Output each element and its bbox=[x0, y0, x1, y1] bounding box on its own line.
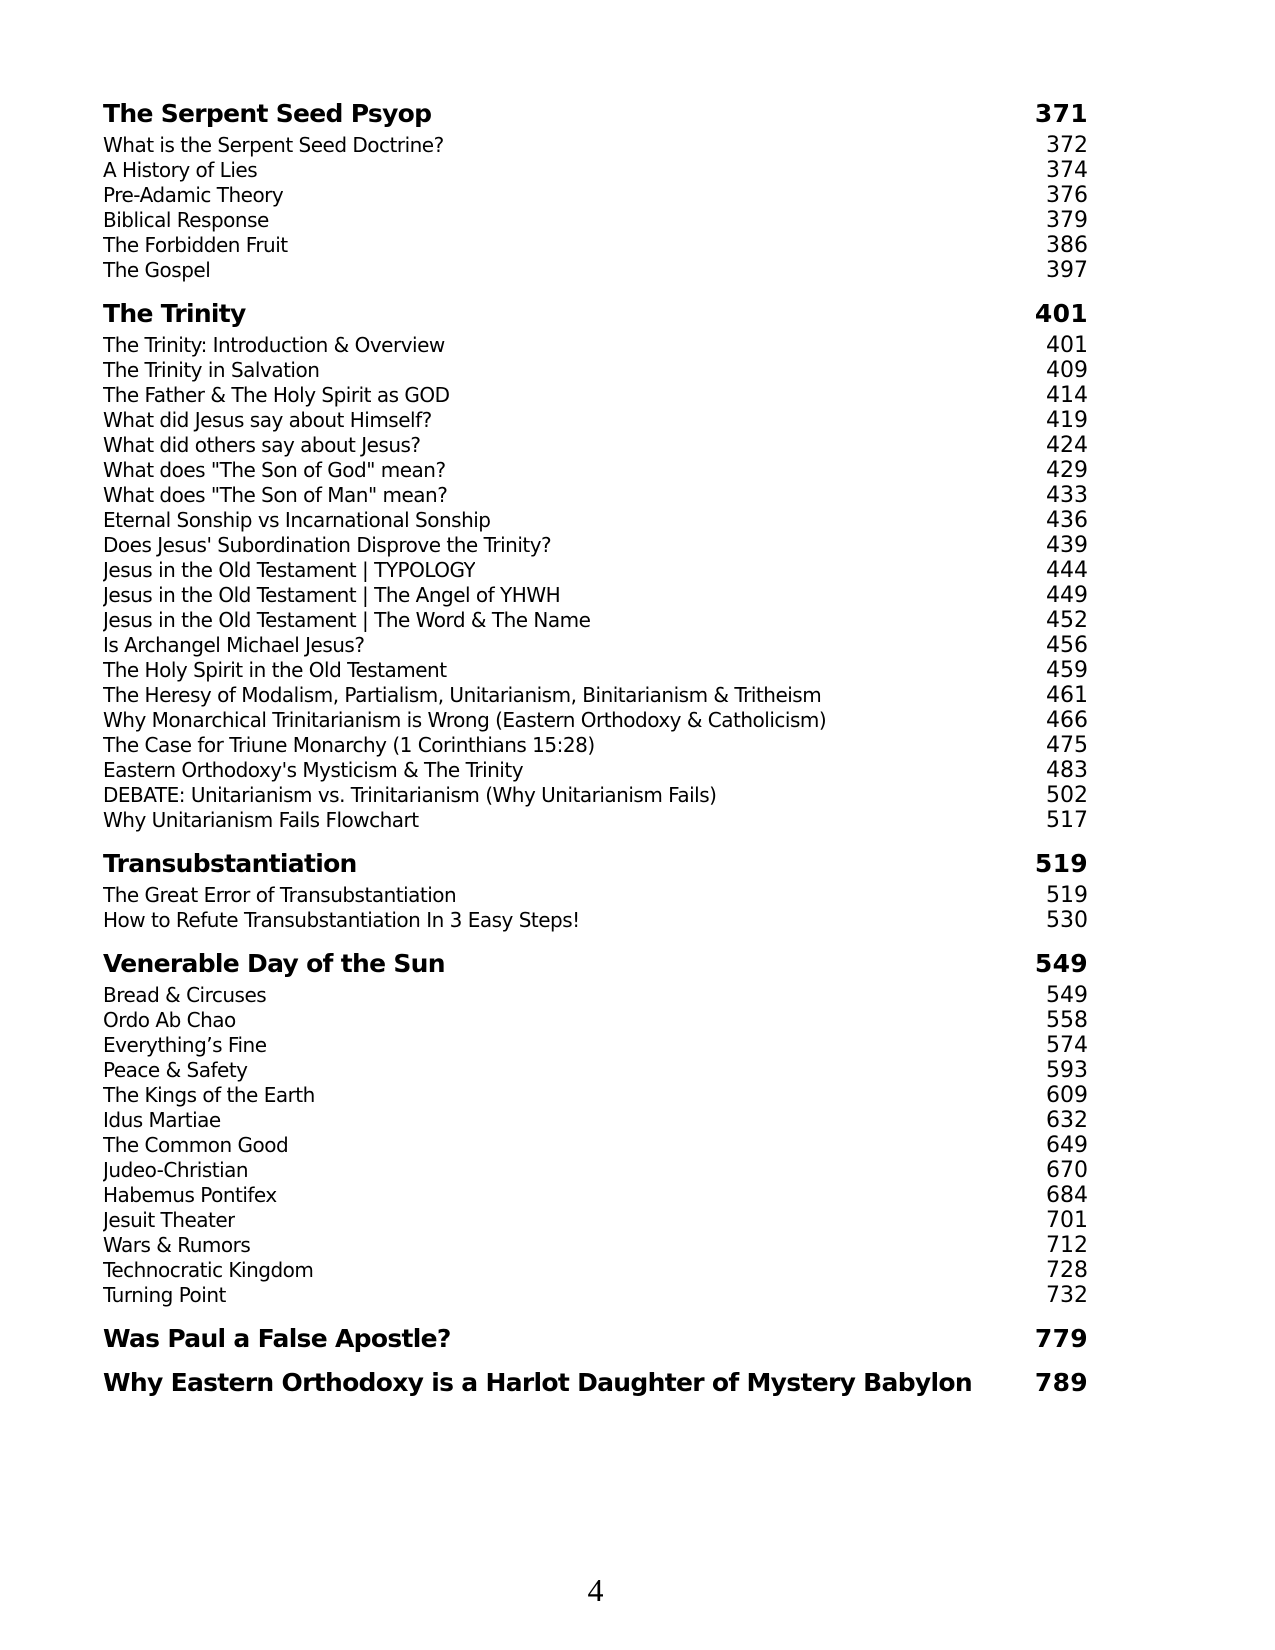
entry-title: Jesuit Theater bbox=[103, 1208, 235, 1232]
entry-page-number: 397 bbox=[1046, 258, 1088, 283]
entry-page-number: 449 bbox=[1046, 583, 1088, 608]
entry-page-number: 452 bbox=[1046, 608, 1088, 633]
entry-title: The Common Good bbox=[103, 1133, 289, 1157]
toc-section-heading bbox=[103, 301, 1088, 327]
toc-section-heading bbox=[103, 1370, 1088, 1396]
entry-title: The Forbidden Fruit bbox=[103, 233, 288, 257]
entry-title: Biblical Response bbox=[103, 208, 269, 232]
entry-title: Eternal Sonship vs Incarnational Sonship bbox=[103, 508, 491, 532]
entry-page-number: 444 bbox=[1046, 558, 1088, 583]
entry-page-number: 374 bbox=[1046, 158, 1088, 183]
toc-entry bbox=[103, 733, 1088, 758]
toc-entry bbox=[103, 783, 1088, 808]
entry-title: Peace & Safety bbox=[103, 1058, 248, 1082]
section-page-number: 789 bbox=[1034, 1368, 1088, 1397]
entry-page-number: 593 bbox=[1046, 1058, 1088, 1083]
entry-title: Wars & Rumors bbox=[103, 1233, 251, 1257]
toc-entry bbox=[103, 483, 1088, 508]
toc-entry bbox=[103, 708, 1088, 733]
section-page-number: 371 bbox=[1034, 99, 1088, 128]
entry-title: Does Jesus' Subordination Disprove the Trinity? bbox=[103, 533, 552, 557]
entry-title: DEBATE: Unitarianism vs. Trinitarianism (Why Unitarianism Fails) bbox=[103, 783, 717, 807]
toc-entry bbox=[103, 1058, 1088, 1083]
toc-entry bbox=[103, 408, 1088, 433]
section-page-number: 779 bbox=[1034, 1324, 1088, 1353]
toc-entry bbox=[103, 558, 1088, 583]
section-title: Venerable Day of the Sun bbox=[103, 951, 445, 977]
toc-entry bbox=[103, 883, 1088, 908]
section-page-number: 401 bbox=[1034, 299, 1088, 328]
entry-page-number: 429 bbox=[1046, 458, 1088, 483]
toc bbox=[103, 83, 1088, 1402]
entry-title: What did others say about Jesus? bbox=[103, 433, 421, 457]
toc-entry bbox=[103, 333, 1088, 358]
entry-title: Habemus Pontifex bbox=[103, 1183, 277, 1207]
section-title: Why Eastern Orthodoxy is a Harlot Daughter of Mystery Babylon bbox=[103, 1370, 972, 1396]
toc-entry bbox=[103, 433, 1088, 458]
toc-entry bbox=[103, 1008, 1088, 1033]
toc-entry bbox=[103, 908, 1088, 933]
toc-entry bbox=[103, 208, 1088, 233]
entry-title: The Trinity: Introduction & Overview bbox=[103, 333, 445, 357]
entry-title: The Father & The Holy Spirit as GOD bbox=[103, 383, 450, 407]
toc-entry bbox=[103, 583, 1088, 608]
toc-entry bbox=[103, 683, 1088, 708]
toc-entry bbox=[103, 358, 1088, 383]
entry-page-number: 401 bbox=[1046, 333, 1088, 358]
toc-section-heading bbox=[103, 1326, 1088, 1352]
section-title: Transubstantiation bbox=[103, 851, 357, 877]
entry-title: The Holy Spirit in the Old Testament bbox=[103, 658, 447, 682]
entry-title: The Heresy of Modalism, Partialism, Unitarianism, Binitarianism & Tritheism bbox=[103, 683, 822, 707]
toc-entry bbox=[103, 183, 1088, 208]
entry-page-number: 517 bbox=[1046, 808, 1088, 833]
entry-page-number: 670 bbox=[1046, 1158, 1088, 1183]
entry-title: Pre-Adamic Theory bbox=[103, 183, 284, 207]
toc-entry bbox=[103, 133, 1088, 158]
toc-entry bbox=[103, 1183, 1088, 1208]
entry-page-number: 433 bbox=[1046, 483, 1088, 508]
entry-page-number: 649 bbox=[1046, 1133, 1088, 1158]
entry-title: Bread & Circuses bbox=[103, 983, 267, 1007]
toc-entry bbox=[103, 608, 1088, 633]
entry-title: What does "The Son of God" mean? bbox=[103, 458, 446, 482]
entry-page-number: 436 bbox=[1046, 508, 1088, 533]
entry-page-number: 376 bbox=[1046, 183, 1088, 208]
toc-entry bbox=[103, 1083, 1088, 1108]
entry-title: Jesus in the Old Testament | The Angel of YHWH bbox=[103, 583, 561, 607]
toc-entry bbox=[103, 458, 1088, 483]
entry-title: The Kings of the Earth bbox=[103, 1083, 315, 1107]
entry-page-number: 456 bbox=[1046, 633, 1088, 658]
entry-page-number: 466 bbox=[1046, 708, 1088, 733]
entry-page-number: 475 bbox=[1046, 733, 1088, 758]
entry-page-number: 712 bbox=[1046, 1233, 1088, 1258]
toc-entry bbox=[103, 808, 1088, 833]
entry-title: Jesus in the Old Testament | The Word & The Name bbox=[103, 608, 591, 632]
toc-entry bbox=[103, 508, 1088, 533]
entry-title: What does "The Son of Man" mean? bbox=[103, 483, 448, 507]
entry-page-number: 549 bbox=[1046, 983, 1088, 1008]
entry-page-number: 459 bbox=[1046, 658, 1088, 683]
toc-entry bbox=[103, 233, 1088, 258]
entry-page-number: 732 bbox=[1046, 1283, 1088, 1308]
toc-section-heading bbox=[103, 851, 1088, 877]
entry-page-number: 409 bbox=[1046, 358, 1088, 383]
entry-title: The Gospel bbox=[103, 258, 211, 282]
toc-entry bbox=[103, 633, 1088, 658]
toc-entry bbox=[103, 1283, 1088, 1308]
entry-page-number: 483 bbox=[1046, 758, 1088, 783]
entry-title: The Trinity in Salvation bbox=[103, 358, 320, 382]
entry-page-number: 379 bbox=[1046, 208, 1088, 233]
toc-entry bbox=[103, 1108, 1088, 1133]
entry-page-number: 372 bbox=[1046, 133, 1088, 158]
entry-page-number: 684 bbox=[1046, 1183, 1088, 1208]
entry-page-number: 632 bbox=[1046, 1108, 1088, 1133]
entry-page-number: 530 bbox=[1046, 908, 1088, 933]
toc-entry bbox=[103, 658, 1088, 683]
toc-entry bbox=[103, 1258, 1088, 1283]
toc-entry bbox=[103, 983, 1088, 1008]
entry-title: What is the Serpent Seed Doctrine? bbox=[103, 133, 444, 157]
entry-page-number: 609 bbox=[1046, 1083, 1088, 1108]
entry-title: How to Refute Transubstantiation In 3 Easy Steps! bbox=[103, 908, 580, 932]
toc-entry bbox=[103, 383, 1088, 408]
entry-title: Idus Martiae bbox=[103, 1108, 221, 1132]
entry-title: Turning Point bbox=[103, 1283, 226, 1307]
entry-page-number: 386 bbox=[1046, 233, 1088, 258]
entry-title: What did Jesus say about Himself? bbox=[103, 408, 432, 432]
entry-page-number: 502 bbox=[1046, 783, 1088, 808]
entry-title: Everything’s Fine bbox=[103, 1033, 267, 1057]
toc-entry bbox=[103, 1133, 1088, 1158]
entry-page-number: 558 bbox=[1046, 1008, 1088, 1033]
entry-title: Is Archangel Michael Jesus? bbox=[103, 633, 365, 657]
page-footer bbox=[103, 1572, 1088, 1608]
entry-title: A History of Lies bbox=[103, 158, 258, 182]
toc-section-heading bbox=[103, 101, 1088, 127]
entry-page-number: 461 bbox=[1046, 683, 1088, 708]
toc-entry bbox=[103, 1158, 1088, 1183]
section-page-number: 519 bbox=[1034, 849, 1088, 878]
entry-page-number: 419 bbox=[1046, 408, 1088, 433]
entry-page-number: 519 bbox=[1046, 883, 1088, 908]
section-title: The Serpent Seed Psyop bbox=[103, 101, 432, 127]
toc-entry bbox=[103, 158, 1088, 183]
entry-page-number: 728 bbox=[1046, 1258, 1088, 1283]
section-title: Was Paul a False Apostle? bbox=[103, 1326, 451, 1352]
section-page-number: 549 bbox=[1034, 949, 1088, 978]
toc-entry bbox=[103, 758, 1088, 783]
entry-title: Why Unitarianism Fails Flowchart bbox=[103, 808, 419, 832]
entry-page-number: 424 bbox=[1046, 433, 1088, 458]
entry-page-number: 701 bbox=[1046, 1208, 1088, 1233]
toc-section-heading bbox=[103, 951, 1088, 977]
toc-entry bbox=[103, 258, 1088, 283]
entry-title: Why Monarchical Trinitarianism is Wrong (Eastern Orthodoxy & Catholicism) bbox=[103, 708, 827, 732]
toc-entry bbox=[103, 533, 1088, 558]
page-number: 4 bbox=[587, 1572, 604, 1608]
entry-title: Technocratic Kingdom bbox=[103, 1258, 314, 1282]
toc-entry bbox=[103, 1208, 1088, 1233]
entry-title: The Case for Triune Monarchy (1 Corinthians 15:28) bbox=[103, 733, 595, 757]
entry-title: Ordo Ab Chao bbox=[103, 1008, 236, 1032]
entry-page-number: 414 bbox=[1046, 383, 1088, 408]
entry-title: Eastern Orthodoxy's Mysticism & The Trinity bbox=[103, 758, 524, 782]
section-title: The Trinity bbox=[103, 301, 246, 327]
entry-title: Judeo-Christian bbox=[103, 1158, 249, 1182]
entry-page-number: 439 bbox=[1046, 533, 1088, 558]
entry-page-number: 574 bbox=[1046, 1033, 1088, 1058]
entry-title: Jesus in the Old Testament | TYPOLOGY bbox=[103, 558, 476, 582]
toc-entry bbox=[103, 1233, 1088, 1258]
toc-entry bbox=[103, 1033, 1088, 1058]
entry-title: The Great Error of Transubstantiation bbox=[103, 883, 457, 907]
